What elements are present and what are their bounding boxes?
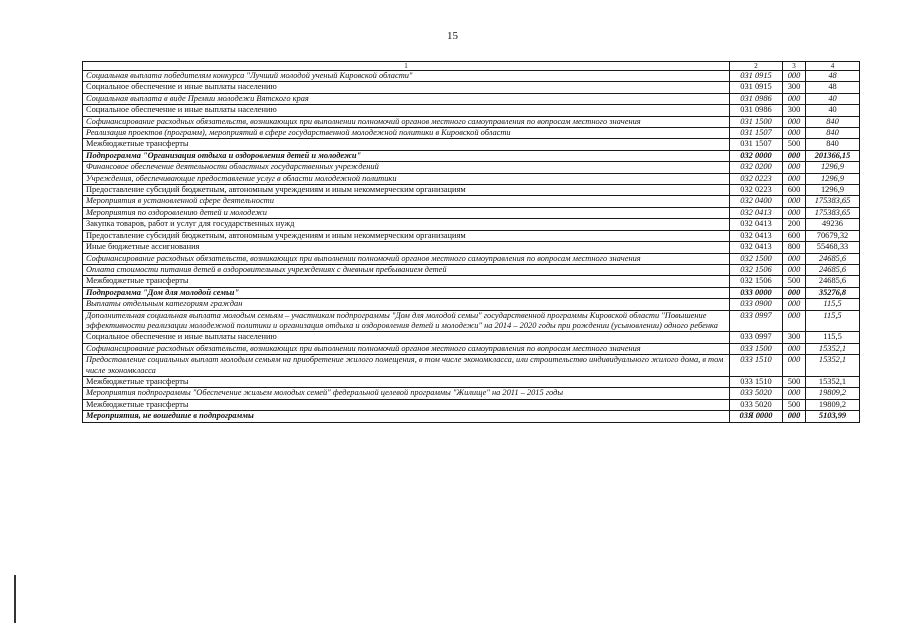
row-code: 032 0400 — [730, 196, 783, 207]
row-vr: 000 — [783, 388, 806, 399]
row-vr: 600 — [783, 185, 806, 196]
row-code: 032 0223 — [730, 185, 783, 196]
row-name: Социальное обеспечение и иные выплаты населению — [83, 82, 730, 93]
table-row — [83, 105, 860, 116]
row-name: Подпрограмма "Организация отдыха и оздоровления детей и молодежи" — [83, 150, 730, 161]
row-code: 033 0997 — [730, 310, 783, 332]
row-vr: 000 — [783, 71, 806, 82]
row-sum: 1296,9 — [806, 185, 860, 196]
row-name: Реализация проектов (программ), мероприятий в сфере государственной молодежной политики в Кировской области — [83, 128, 730, 139]
row-sum: 35276,8 — [806, 287, 860, 298]
table-row — [83, 196, 860, 207]
row-code: 033 1510 — [730, 355, 783, 377]
table-row — [83, 264, 860, 275]
table-row — [83, 276, 860, 287]
row-name: Иные бюджетные ассигнования — [83, 242, 730, 253]
row-vr: 300 — [783, 332, 806, 343]
row-name: Социальное обеспечение и иные выплаты населению — [83, 105, 730, 116]
row-sum: 1296,9 — [806, 162, 860, 173]
row-name: Социальное обеспечение и иные выплаты населению — [83, 332, 730, 343]
row-vr: 000 — [783, 310, 806, 332]
scan-edge-mark — [14, 575, 16, 623]
row-sum: 48 — [806, 82, 860, 93]
row-vr: 000 — [783, 116, 806, 127]
row-vr: 500 — [783, 376, 806, 387]
row-name: Межбюджетные трансферты — [83, 139, 730, 150]
row-sum: 19809,2 — [806, 399, 860, 410]
row-sum: 40 — [806, 105, 860, 116]
table-row — [83, 173, 860, 184]
table-row — [83, 230, 860, 241]
row-vr: 000 — [783, 411, 806, 422]
row-name: Предоставление субсидий бюджетным, автономным учреждениям и иным некоммерческим организациям — [83, 230, 730, 241]
row-name: Выплаты отдельным категориям граждан — [83, 299, 730, 310]
row-code: 032 0413 — [730, 207, 783, 218]
table-row — [83, 332, 860, 343]
row-sum: 24685,6 — [806, 264, 860, 275]
header-col-code: 2 — [730, 62, 783, 71]
row-code: 033 1510 — [730, 376, 783, 387]
table-row — [83, 185, 860, 196]
row-code: 031 0915 — [730, 71, 783, 82]
row-name: Межбюджетные трансферты — [83, 376, 730, 387]
row-name: Мероприятия подпрограммы "Обеспечение жильем молодых семей" федеральной целевой программы "Жилище" на 2011 – 2015 годы — [83, 388, 730, 399]
row-vr: 000 — [783, 355, 806, 377]
table-row — [83, 207, 860, 218]
table-row — [83, 376, 860, 387]
row-code: 033 5020 — [730, 399, 783, 410]
table-row — [83, 82, 860, 93]
row-vr: 000 — [783, 253, 806, 264]
row-code: 033 1500 — [730, 343, 783, 354]
row-name: Софинансирование расходных обязательств, возникающих при выполнении полномочий органов местного самоуправления по вопросам местного значения — [83, 343, 730, 354]
row-sum: 24685,6 — [806, 276, 860, 287]
row-vr: 000 — [783, 207, 806, 218]
row-vr: 000 — [783, 162, 806, 173]
row-sum: 19809,2 — [806, 388, 860, 399]
row-name: Межбюджетные трансферты — [83, 399, 730, 410]
row-sum: 175383,65 — [806, 196, 860, 207]
row-sum: 840 — [806, 139, 860, 150]
row-vr: 000 — [783, 196, 806, 207]
row-sum: 5103,99 — [806, 411, 860, 422]
table-row — [83, 388, 860, 399]
page-number: 15 — [447, 30, 458, 42]
row-code: 032 0223 — [730, 173, 783, 184]
table-row — [83, 128, 860, 139]
row-code: 032 1500 — [730, 253, 783, 264]
row-code: 032 0413 — [730, 242, 783, 253]
row-code: 032 0000 — [730, 150, 783, 161]
budget-table — [82, 61, 860, 423]
row-vr: 000 — [783, 264, 806, 275]
table-row — [83, 310, 860, 332]
row-vr: 000 — [783, 128, 806, 139]
row-vr: 000 — [783, 287, 806, 298]
row-name: Софинансирование расходных обязательств, возникающих при выполнении полномочий органов местного самоуправления по вопросам местного значения — [83, 116, 730, 127]
table-row — [83, 93, 860, 104]
table-row — [83, 71, 860, 82]
row-sum: 48 — [806, 71, 860, 82]
row-name: Предоставление субсидий бюджетным, автономным учреждениям и иным некоммерческим организациям — [83, 185, 730, 196]
table-row — [83, 399, 860, 410]
row-code: 031 0986 — [730, 105, 783, 116]
row-sum: 201366,15 — [806, 150, 860, 161]
row-code: 03Я 0000 — [730, 411, 783, 422]
table-row — [83, 139, 860, 150]
row-vr: 500 — [783, 139, 806, 150]
row-code: 031 1500 — [730, 116, 783, 127]
row-code: 033 0000 — [730, 287, 783, 298]
table-row — [83, 355, 860, 377]
row-sum: 15352,1 — [806, 355, 860, 377]
row-code: 033 0997 — [730, 332, 783, 343]
row-code: 031 0915 — [730, 82, 783, 93]
row-name: Мероприятия, не вошедшие в подпрограммы — [83, 411, 730, 422]
table-row — [83, 287, 860, 298]
table-row — [83, 162, 860, 173]
row-name: Мероприятия по оздоровлению детей и молодежи — [83, 207, 730, 218]
row-sum: 840 — [806, 116, 860, 127]
header-row — [83, 62, 860, 71]
table-row — [83, 299, 860, 310]
row-code: 031 1507 — [730, 128, 783, 139]
row-vr: 500 — [783, 276, 806, 287]
row-sum: 55468,33 — [806, 242, 860, 253]
row-code: 032 0413 — [730, 219, 783, 230]
row-code: 032 0413 — [730, 230, 783, 241]
table-row — [83, 253, 860, 264]
row-code: 031 0986 — [730, 93, 783, 104]
row-name: Софинансирование расходных обязательств, возникающих при выполнении полномочий органов местного самоуправления по вопросам местного значения — [83, 253, 730, 264]
row-vr: 000 — [783, 93, 806, 104]
row-name: Социальная выплата в виде Премии молодежи Вятского края — [83, 93, 730, 104]
table-row — [83, 411, 860, 422]
row-name: Дополнительная социальная выплата молодым семьям – участникам подпрограммы "Дом для молодой семьи" государственной программы Кировской области "Повышение эффективности реализации молодежной политики и организация отдыха и оздоровления детей и молодежи" на 2014 – 2020 годы при рождении (усыновлении) одного ребенка — [83, 310, 730, 332]
table-row — [83, 242, 860, 253]
table-row — [83, 116, 860, 127]
header-col-sum: 4 — [806, 62, 860, 71]
row-vr: 000 — [783, 299, 806, 310]
row-vr: 200 — [783, 219, 806, 230]
row-sum: 40 — [806, 93, 860, 104]
row-sum: 15352,1 — [806, 343, 860, 354]
row-sum: 840 — [806, 128, 860, 139]
row-vr: 800 — [783, 242, 806, 253]
row-sum: 175383,65 — [806, 207, 860, 218]
row-code: 033 0900 — [730, 299, 783, 310]
row-vr: 000 — [783, 343, 806, 354]
row-sum: 115,5 — [806, 332, 860, 343]
row-vr: 300 — [783, 82, 806, 93]
row-name: Мероприятия в установленной сфере деятельности — [83, 196, 730, 207]
row-code: 031 1507 — [730, 139, 783, 150]
row-code: 032 1506 — [730, 276, 783, 287]
row-name: Финансовое обеспечение деятельности областных государственных учреждений — [83, 162, 730, 173]
row-sum: 70679,32 — [806, 230, 860, 241]
row-name: Оплата стоимости питания детей в оздоровительных учреждениях с дневным пребыванием детей — [83, 264, 730, 275]
row-sum: 15352,1 — [806, 376, 860, 387]
row-code: 033 5020 — [730, 388, 783, 399]
table-row — [83, 219, 860, 230]
row-vr: 300 — [783, 105, 806, 116]
row-sum: 24685,6 — [806, 253, 860, 264]
table-row — [83, 343, 860, 354]
row-name: Учреждения, обеспечивающие предоставление услуг в области молодежной политики — [83, 173, 730, 184]
row-name: Закупка товаров, работ и услуг для государственных нужд — [83, 219, 730, 230]
row-name: Социальная выплата победителям конкурса "Лучший молодой ученый Кировской области" — [83, 71, 730, 82]
row-vr: 000 — [783, 150, 806, 161]
row-name: Межбюджетные трансферты — [83, 276, 730, 287]
row-sum: 49236 — [806, 219, 860, 230]
row-sum: 115,5 — [806, 310, 860, 332]
header-col-vr: 3 — [783, 62, 806, 71]
row-vr: 600 — [783, 230, 806, 241]
row-code: 032 1506 — [730, 264, 783, 275]
row-vr: 000 — [783, 173, 806, 184]
row-sum: 115,5 — [806, 299, 860, 310]
row-name: Подпрограмма "Дом для молодой семьи" — [83, 287, 730, 298]
row-vr: 500 — [783, 399, 806, 410]
header-col-name: 1 — [83, 62, 730, 71]
row-name: Предоставление социальных выплат молодым семьям на приобретение жилого помещения, в том числе экономкласса, или строительство индивидуального жилого дома, в том числе экономкласса — [83, 355, 730, 377]
row-code: 032 0200 — [730, 162, 783, 173]
row-sum: 1296,9 — [806, 173, 860, 184]
table-row — [83, 150, 860, 161]
